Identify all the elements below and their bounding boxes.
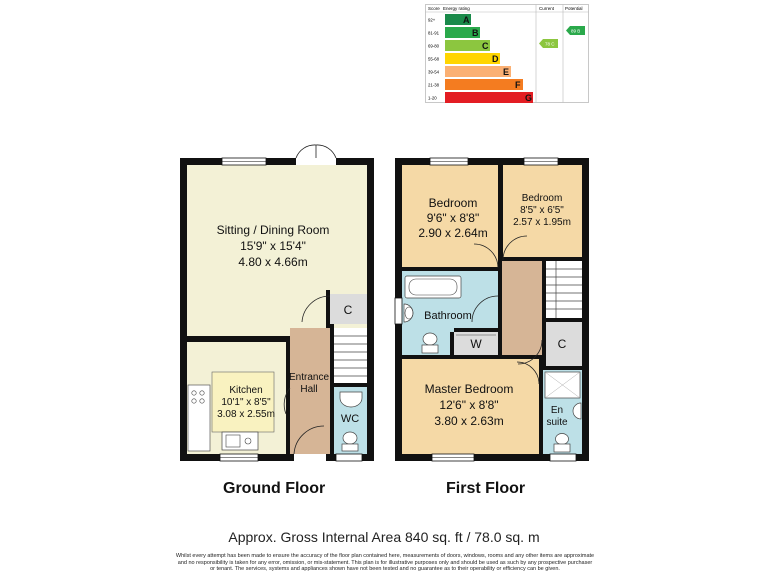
kitchen-name: Kitchen xyxy=(229,385,263,396)
bathroom-label: Bathroom xyxy=(424,310,472,322)
wc-label: WC xyxy=(340,413,360,425)
bedroom2-metric: 2.57 x 1.95m xyxy=(513,217,571,228)
epc-band-letter: E xyxy=(503,67,510,77)
entrance-hall-label-2: Hall xyxy=(300,384,318,395)
first-staircase xyxy=(546,261,582,318)
epc-band-range: 92+ xyxy=(428,17,436,23)
ensuite-label-2: suite xyxy=(546,417,568,428)
landing xyxy=(502,261,542,355)
master-bedroom-name: Master Bedroom xyxy=(424,382,514,396)
epc-band-letter: A xyxy=(463,15,470,25)
epc-header-score: Score xyxy=(428,6,440,11)
disclaimer-line: or tenant. The services, systems and appliances shown have not been tested and no guarantee as to their operability or efficiency can be given. xyxy=(210,566,560,573)
first-floor-title: First Floor xyxy=(446,480,526,497)
wardrobe-label: W xyxy=(470,337,482,351)
epc-band-range: 55-68 xyxy=(428,56,439,62)
epc-band-range: 81-91 xyxy=(428,30,439,36)
sitting-room-metric: 4.80 x 4.66m xyxy=(238,255,308,269)
first-cupboard-label: C xyxy=(557,337,567,351)
bathroom-window xyxy=(395,298,402,324)
entrance-hall-label-1: Entrance xyxy=(288,372,330,383)
disclaimer-line: and no responsibility is taken for any error, omission, or mis-statement. This plan is for illustrative purposes only and should be used as such by any prospective purchaser xyxy=(177,559,593,566)
epc-band-range: 69-80 xyxy=(428,43,439,49)
front-door xyxy=(294,454,326,461)
ground-cupboard-label: C xyxy=(343,303,353,317)
epc-band-range: 21-38 xyxy=(428,82,439,88)
ensuite-label-1: En xyxy=(550,405,564,416)
bedroom1-metric: 2.90 x 2.64m xyxy=(418,226,488,240)
epc-band-letter: B xyxy=(472,28,479,38)
kitchen-units xyxy=(188,385,210,451)
disclaimer xyxy=(150,553,620,573)
epc-band-letter: F xyxy=(515,80,521,90)
shower-icon xyxy=(545,372,580,398)
wc-basin-icon xyxy=(340,392,362,407)
kitchen-metric: 3.08 x 2.55m xyxy=(217,409,275,420)
kitchen-imperial: 10'1" x 8'5" xyxy=(221,397,271,408)
sitting-room-imperial: 15'9" x 15'4" xyxy=(240,239,306,253)
epc-current-label: 78 C xyxy=(545,41,555,47)
bedroom2-imperial: 8'5" x 6'5" xyxy=(520,205,564,216)
sitting-room-name: Sitting / Dining Room xyxy=(216,223,330,237)
epc-band-letter: C xyxy=(482,41,489,51)
epc-potential-label: 89 B xyxy=(571,28,581,34)
bath-icon xyxy=(405,276,461,298)
epc-band-range: 39-54 xyxy=(428,69,439,75)
bedroom2-name: Bedroom xyxy=(521,193,563,204)
bathroom-toilet-icon xyxy=(422,333,438,353)
master-bedroom-metric: 3.80 x 2.63m xyxy=(434,414,504,428)
epc-band-letter: G xyxy=(525,93,533,103)
patio-doors xyxy=(296,158,336,165)
epc-band-letter: D xyxy=(492,54,499,64)
master-bedroom-imperial: 12'6" x 8'8" xyxy=(439,398,499,412)
epc-header-rating: Energy rating xyxy=(443,6,470,11)
wc-window xyxy=(336,454,362,461)
epc-band-range: 1-20 xyxy=(428,95,437,101)
ensuite-window xyxy=(550,454,576,461)
gross-internal-area: Approx. Gross Internal Area 840 sq. ft / 78.0 sq. m xyxy=(228,529,540,545)
epc-header-current: Current xyxy=(539,6,555,11)
disclaimer-line: Whilst every attempt has been made to ensure the accuracy of the floor plan contained here, measurements of doors, windows, rooms and any other items are approximate xyxy=(175,553,595,559)
ground-floor-title: Ground Floor xyxy=(223,480,326,497)
bedroom1-imperial: 9'6" x 8'8" xyxy=(426,211,480,225)
bedroom1-name: Bedroom xyxy=(428,196,478,210)
wc-toilet-icon xyxy=(342,432,358,451)
epc-header-potential: Potential xyxy=(565,6,583,11)
